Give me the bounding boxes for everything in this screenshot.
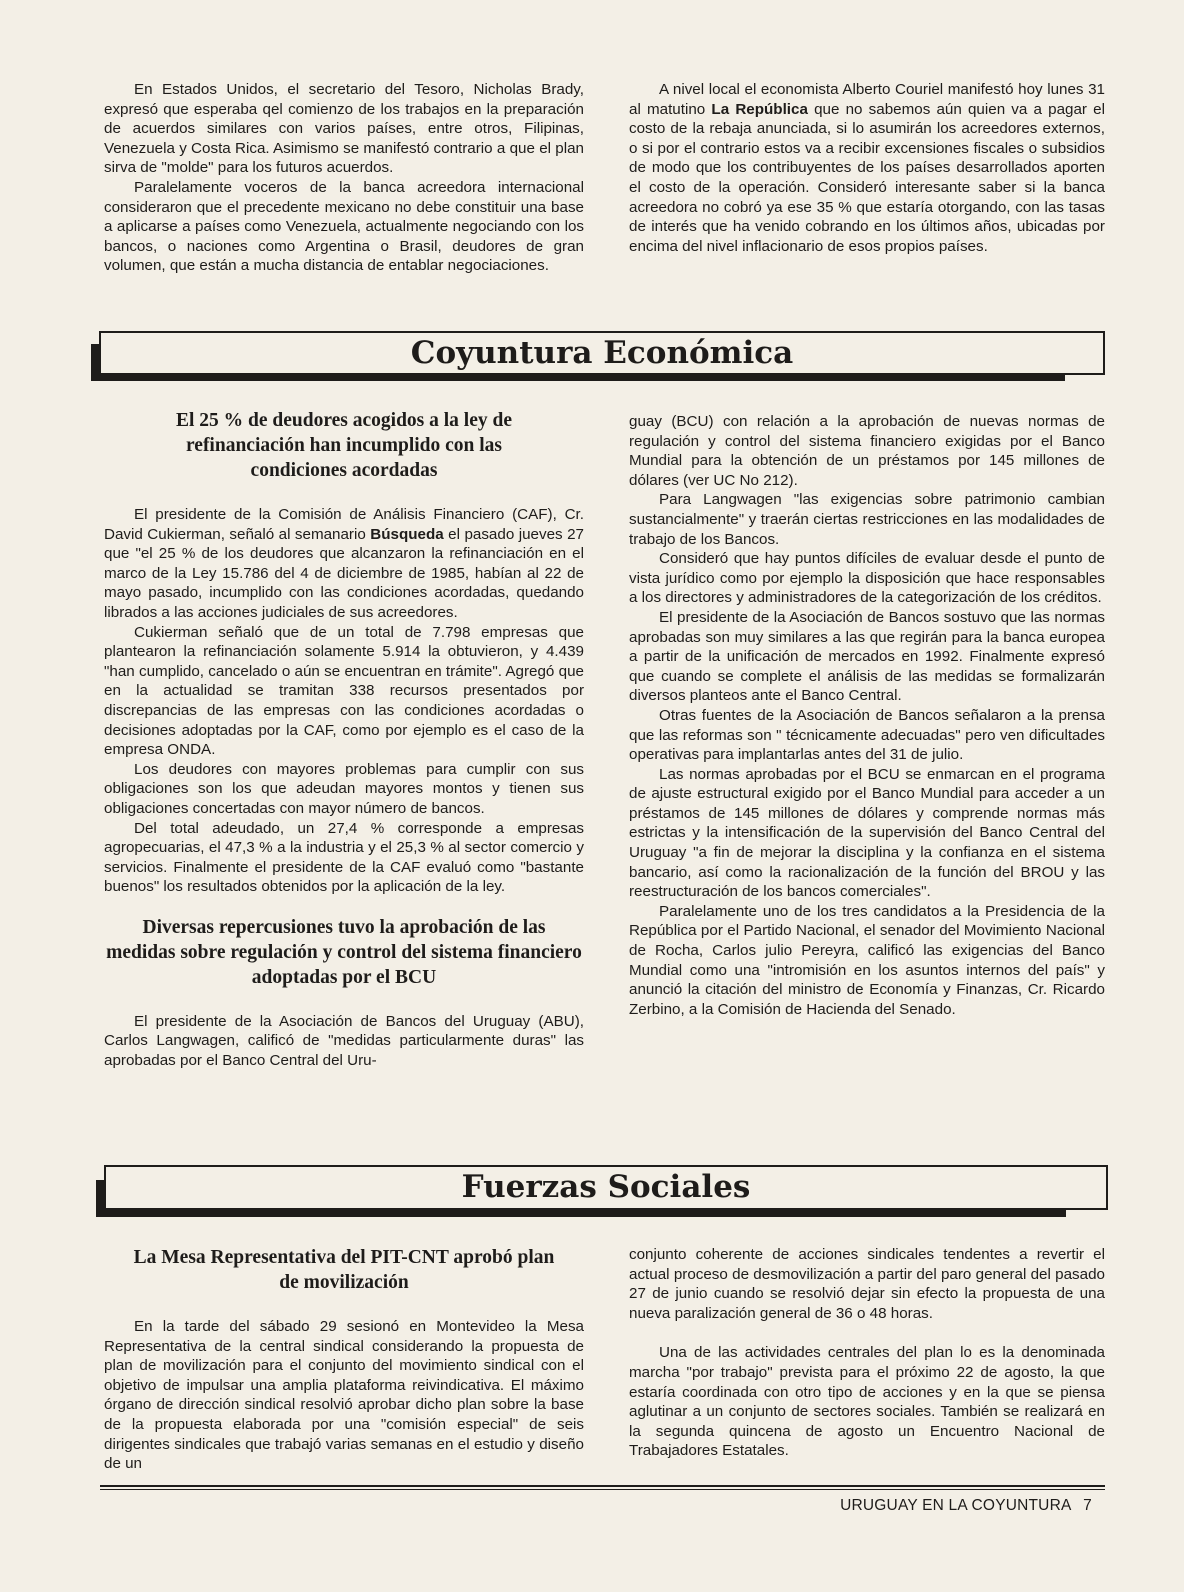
paragraph: El presidente de la Asociación de Bancos del Uruguay (ABU), Carlos Langwagen, calificó de "medidas particularmente duras" las aprobadas por el Banco Central del Uru- — [104, 1012, 584, 1070]
text-span: que no sabemos aún quien va a pagar el costo de la rebaja anunciada, si lo asumirán los acreedores externos, o si por el contrario estos va a recibir excensiones fiscales o subsidios de modo que los contribuyentes de los países desarrollados aporten el costo de la operación. Consideró interesante saber si la banca acreedora no cobró ya ese 35 % que estaría otorgando, con las tasas de interés que ha venido cobrando en los últimos años, ubicadas por encima del nivel inflacionario de esos propios países. — [629, 100, 1105, 255]
section-title: Coyuntura Económica — [410, 335, 794, 371]
paragraph — [104, 505, 584, 623]
text-span: A nivel local el economista Alberto Couriel manifestó hoy lunes 31 al matutino — [629, 81, 1105, 118]
section2-right-column — [629, 1245, 1105, 1461]
section1-right-column — [629, 412, 1105, 1019]
paragraph: Del total adeudado, un 27,4 % corresponde a empresas agropecuarias, el 47,3 % a la industria y el 25,3 % al sector comercio y servicios. Finalmente el presidente de la CAF evaluó como "bastante buenos" los resultados obtenidos por la aplicación de la ley. — [104, 819, 584, 896]
section2-left-column — [104, 1245, 584, 1474]
text-span: el pasado jueves 27 que "el 25 % de los deudores que alcanzaron la refinanciación en el marco de la Ley 15.786 del 4 de diciembre de 1985, habían al 22 de mayo pasado, incumplido con las condiciones acordadas, quedando librados a las acciones judiciales de sus acreedores. — [104, 525, 584, 621]
paragraph: En la tarde del sábado 29 sesionó en Montevideo la Mesa Representativa de la central sindical considerando la propuesta de plan de movilización para el conjunto del movimiento sindical con el objetivo de impulsar una amplia plataforma reivindicativa. El máximo órgano de dirección sindical resolvió aprobar dicho plan sobre la base de la propuesta elaborada por una "comisión especial" de seis dirigentes sindicales que trabajó varias semanas en el estudio y diseño de un — [104, 1318, 584, 1473]
article-headline: El 25 % de deudores acogidos a la ley de refinanciación han incumplido con las condiciones acordadas — [175, 410, 513, 481]
footer-rule — [100, 1485, 1105, 1487]
section-title: Fuerzas Sociales — [461, 1169, 751, 1205]
page-number: 7 — [1083, 1497, 1092, 1514]
text-span: El presidente de la Comisión de Análisis Financiero (CAF), Cr. David Cukierman, señaló al semanario — [104, 506, 584, 543]
section-banner-coyuntura — [99, 331, 1105, 375]
section-banner-fuerzas-sociales — [104, 1165, 1108, 1210]
paragraph: Para Langwagen "las exigencias sobre patrimonio cambian sustancialmente" y traerán ciertas restricciones en las modalidades de trabajo de los Bancos. — [629, 491, 1105, 548]
publication-name: URUGUAY EN LA COYUNTURA — [840, 1497, 1071, 1514]
paragraph: Paralelamente voceros de la banca acreedora internacional consideraron que el precedente mexicano no debe constituir una base a aplicarse a países como Venezuela, actualmente negociando con los bancos, o naciones como Argentina o Brasil, deudores de gran volumen, que están a mucha distancia de entablar negociaciones. — [104, 178, 584, 275]
article-headline: Diversas repercusiones tuvo la aprobación de las medidas sobre regulación y control del sistema financiero adoptadas por el BCU — [106, 916, 582, 988]
article-headline: La Mesa Representativa del PIT-CNT aprobó plan de movilización — [133, 1247, 555, 1293]
paragraph: Las normas aprobadas por el BCU se enmarcan en el programa de ajuste estructural exigido por el Banco Mundial para acceder a un préstamos de 145 millones de dólares y comprende normas más estrictas y la intensificación de la supervisión del Banco Central del Uruguay "a fin de mejorar la disciplina y la confianza en el sistema bancario, así como la racionalización de la función del BROU y las reestructuración de los bancos comerciales". — [629, 765, 1105, 901]
paragraph — [629, 80, 1105, 256]
top-left-column — [104, 80, 584, 276]
newspaper-name: Búsqueda — [370, 525, 444, 543]
paragraph: Otras fuentes de la Asociación de Bancos señalaron a la prensa que las reformas son " técnicamente adecuadas" pero ven dificultades operativas para implantarlas antes del 31 de julio. — [629, 706, 1105, 764]
newspaper-name: La República — [711, 100, 808, 118]
paragraph: Cukierman señaló que de un total de 7.798 empresas que plantearon la refinanciación solamente 5.914 la obtuvieron, y 4.439 "han cumplido, cancelado o aún se encuentran en trámite". Agregó que en la actualidad se tramitan 338 recursos presentados por discrepancias de las empresas con las condiciones acordadas o decisiones adoptadas por la CAF, como por ejemplo es el caso de la empresa ONDA. — [104, 623, 584, 759]
section1-left-column — [104, 408, 584, 1071]
paragraph: Consideró que hay puntos difíciles de evaluar desde el punto de vista jurídico como por ejemplo la disposición que hace responsables a los directores y administradores de la categorización de los créditos. — [629, 550, 1105, 607]
top-right-column — [629, 80, 1105, 256]
paragraph: Paralelamente uno de los tres candidatos a la Presidencia de la República por el Partido Nacional, el senador del Movimiento Nacional de Rocha, Carlos julio Pereyra, calificó las exigencias del Banco Mundial como una "intromisión en los asuntos internos del país" y anunció la citación del ministro de Economía y Finanzas, Cr. Ricardo Zerbino, a la Comisión de Hacienda del Senado. — [629, 902, 1105, 1018]
page-footer — [840, 1497, 1092, 1515]
paragraph: El presidente de la Asociación de Bancos sostuvo que las normas aprobadas son muy similares a las que regirán para la banca europea a partir de la unificación de mercados en 1992. Finalmente expresó que cuando se complete el análisis de las medidas se formalizarán diversos planteos ante el Banco Central. — [629, 608, 1105, 705]
paragraph: En Estados Unidos, el secretario del Tesoro, Nicholas Brady, expresó que esperaba qel comienzo de los trabajos en la preparación de acuerdos similares con varios países, entre otros, Filipinas, Venezuela y Costa Rica. Asimismo se manifestó contrario a que el plan sirva de "molde" para los futuros acuerdos. — [104, 81, 584, 177]
footer-rule — [100, 1489, 1105, 1490]
paragraph: Los deudores con mayores problemas para cumplir con sus obligaciones son los que adeudan mayores montos y tienen sus obligaciones concertadas con mayor número de bancos. — [104, 760, 584, 817]
paragraph: Una de las actividades centrales del plan lo es la denominada marcha "por trabajo" prevista para el próximo 22 de agosto, la que estaría coordinada con otro tipo de acciones y en la que se piensa aglutinar a un conjunto de sectores sociales. También se realizará en la segunda quincena de agosto un Encuentro Nacional de Trabajadores Estatales. — [629, 1344, 1105, 1460]
paragraph: guay (BCU) con relación a la aprobación de nuevas normas de regulación y control del sistema financiero exigidas por el Banco Mundial para la obtención de un préstamos por 145 millones de dólares (ver UC No 212). — [629, 413, 1105, 489]
paragraph: conjunto coherente de acciones sindicales tendentes a revertir el actual proceso de desmovilización a partir del paro general del pasado 27 de junio cuando se resolvió dejar sin efecto la propuesta de una nueva paralización general de 36 o 48 horas. — [629, 1246, 1105, 1322]
